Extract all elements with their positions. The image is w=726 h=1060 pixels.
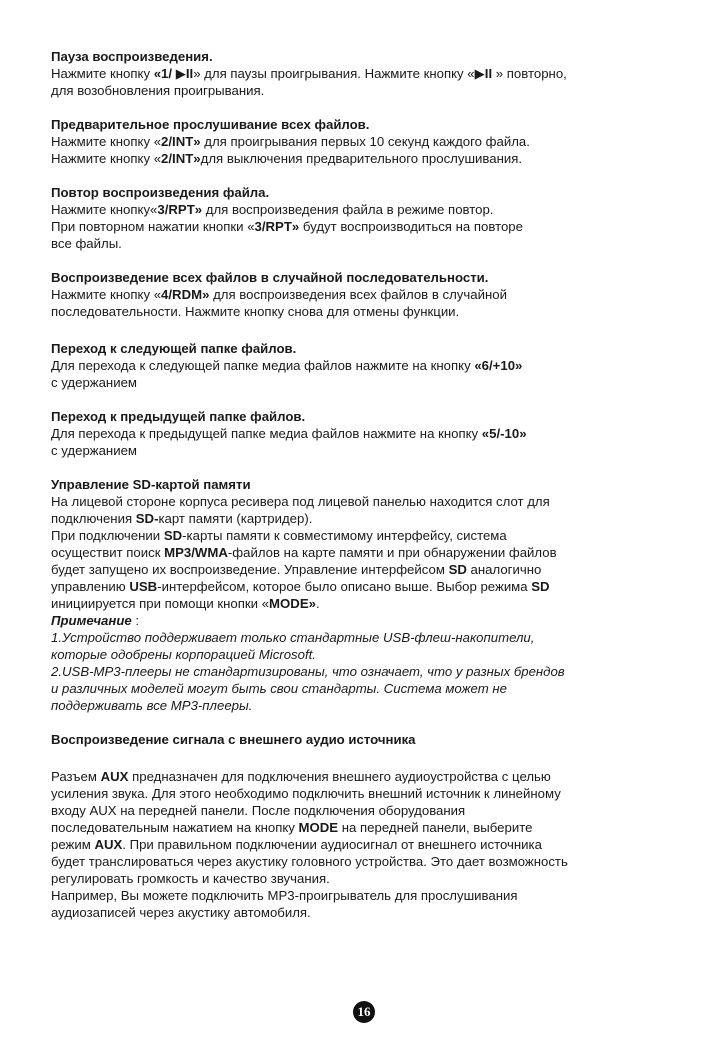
sd-line1: На лицевой стороне корпуса ресивера под лицевой панелью находится слот для [51,494,550,509]
section-title-pause: Пауза воспроизведения. [51,49,213,64]
text: -интерфейсом, которое было описано выше. Выбор режима [157,579,532,594]
section-repeat [51,184,691,252]
aux-line1 [51,768,691,785]
note-line5: поддерживать все MP3-плееры. [51,698,253,713]
prev-line1 [51,425,691,442]
section-random [51,269,691,320]
pause-text-line2: для возобновления проигрывания. [51,83,265,98]
button-key-minus10: «5/-10» [481,426,527,441]
text: подключения [51,511,136,526]
text: Нажмите кнопку « [51,287,162,302]
keyword: SD [448,562,467,577]
text: последовательным нажатием на кнопку [51,820,299,835]
button-key-rdm: 4/RDM» [161,287,210,302]
keyword: AUX [94,837,123,852]
text: Нажмите кнопку [51,66,154,81]
text: осуществит поиск [51,545,165,560]
intro-line2 [51,150,691,167]
section-prev-folder [51,408,691,459]
manual-page [51,48,691,921]
section-title-random: Воспроизведение всех файлов в случайной последовательности. [51,270,489,285]
sd-line7 [51,595,691,612]
note-heading [51,612,691,629]
aux-line7: регулировать громкость и качество звучания. [51,871,330,886]
button-key-mode: MODE» [269,596,316,611]
note-line3: 2.USB-MP3-плееры не стандартизированы, что означает, что у разных брендов [51,664,565,679]
note-line2: которые одобрены корпорацией Microsoft. [51,647,316,662]
text: » для паузы проигрывания. Нажмите кнопку « [193,66,475,81]
intro-line1 [51,133,691,150]
text: Для перехода к предыдущей папке медиа файлов нажмите на кнопку [51,426,482,441]
text: инициируется при помощи кнопки « [51,596,270,611]
repeat-line3: все файлы. [51,236,122,251]
aux-line4 [51,819,691,836]
sd-line5 [51,561,691,578]
section-intro-scan [51,116,691,167]
text: Нажмите кнопку « [51,134,162,149]
repeat-line2 [51,218,691,235]
section-title-prev-folder: Переход к предыдущей папке файлов. [51,409,306,424]
text: будет запущено их воспроизведение. Управление интерфейсом [51,562,449,577]
text: для воспроизведения файла в режиме повтор. [202,202,494,217]
button-key-plus10: «6/+10» [474,358,523,373]
text: -картой памяти [150,477,251,492]
text: Для перехода к следующей папке медиа файлов нажмите на кнопку [51,358,475,373]
button-key-rpt: 3/RPT» [157,202,203,217]
text: » повторно, [492,66,567,81]
text: -карты памяти к совместимому интерфейсу, система [182,528,507,543]
text: При повторном нажатии кнопки « [51,219,255,234]
text: При подключении [51,528,164,543]
keyword: USB [129,579,158,594]
note-title: Примечание [51,613,132,628]
text: для выключения предварительного прослушивания. [200,151,523,166]
button-key-rpt: 3/RPT» [254,219,300,234]
random-line2: последовательности. Нажмите кнопку снова для отмены функции. [51,304,460,319]
keyword: SD [531,579,550,594]
note-line4: и различных моделей могут быть свои стандарты. Система может не [51,681,507,696]
repeat-line1 [51,201,691,218]
text: : [131,613,140,628]
aux-line6: будет транслироваться через акустику головного устройства. Это дает возможность [51,854,568,869]
button-key-mode: MODE [298,820,339,835]
keyword: AUX [100,769,129,784]
text: Управление [51,477,133,492]
sd-line3 [51,527,691,544]
aux-line8: Например, Вы можете подключить MP3-проигрыватель для прослушивания [51,888,518,903]
button-key-int: 2/INT» [161,134,201,149]
page-number: 16 [353,1001,375,1023]
keyword: SD [163,528,183,543]
sd-line6 [51,578,691,595]
section-sd-card [51,476,691,714]
text: предназначен для подключения внешнего аудиоустройства с целью [128,769,551,784]
section-next-folder [51,340,691,391]
aux-line2: усиления звука. Для этого необходимо подключить внешний источник к линейному [51,786,561,801]
section-title-sd [51,476,691,493]
keyword: SD- [135,511,159,526]
section-aux [51,731,691,921]
button-key-play-pause: ▶II [474,66,493,81]
section-title-repeat: Повтор воспроизведения файла. [51,185,270,200]
text: управлению [51,579,130,594]
aux-line9: аудиозаписей через акустику автомобиля. [51,905,311,920]
section-title-aux: Воспроизведение сигнала с внешнего аудио источника [51,732,416,747]
aux-line3: входу AUX на передней панели. После подключения оборудования [51,803,466,818]
text: SD [132,477,151,492]
button-key-1-play-pause: «1/ ▶II [153,66,194,81]
next-line2: с удержанием [51,375,137,390]
section-title-next-folder: Переход к следующей папке файлов. [51,341,297,356]
button-key-int: 2/INT» [161,151,201,166]
text: -файлов на карте памяти и при обнаружении файлов [227,545,557,560]
text: . [315,596,320,611]
prev-line2: с удержанием [51,443,137,458]
note-line1: 1.Устройство поддерживает только стандартные USB-флеш-накопители, [51,630,535,645]
aux-line5 [51,836,691,853]
next-line1 [51,357,691,374]
random-line1 [51,286,691,303]
text: Нажмите кнопку « [51,151,162,166]
keyword: MP3/WMA [164,545,228,560]
text: для воспроизведения всех файлов в случайной [209,287,507,302]
text: аналогично [466,562,542,577]
pause-text-line1 [51,65,691,82]
sd-line4 [51,544,691,561]
section-title-intro: Предварительное прослушивание всех файлов. [51,117,370,132]
text: карт памяти (картридер). [158,511,313,526]
text: на передней панели, выберите [338,820,533,835]
text: будут воспроизводиться на повторе [299,219,523,234]
text: Нажмите кнопку« [51,202,158,217]
section-pause [51,48,691,99]
sd-line2 [51,510,691,527]
text: Разъем [51,769,101,784]
text: . При правильном подключении аудиосигнал от внешнего источника [122,837,542,852]
text: режим [51,837,95,852]
text: для проигрывания первых 10 секунд каждого файла. [200,134,530,149]
